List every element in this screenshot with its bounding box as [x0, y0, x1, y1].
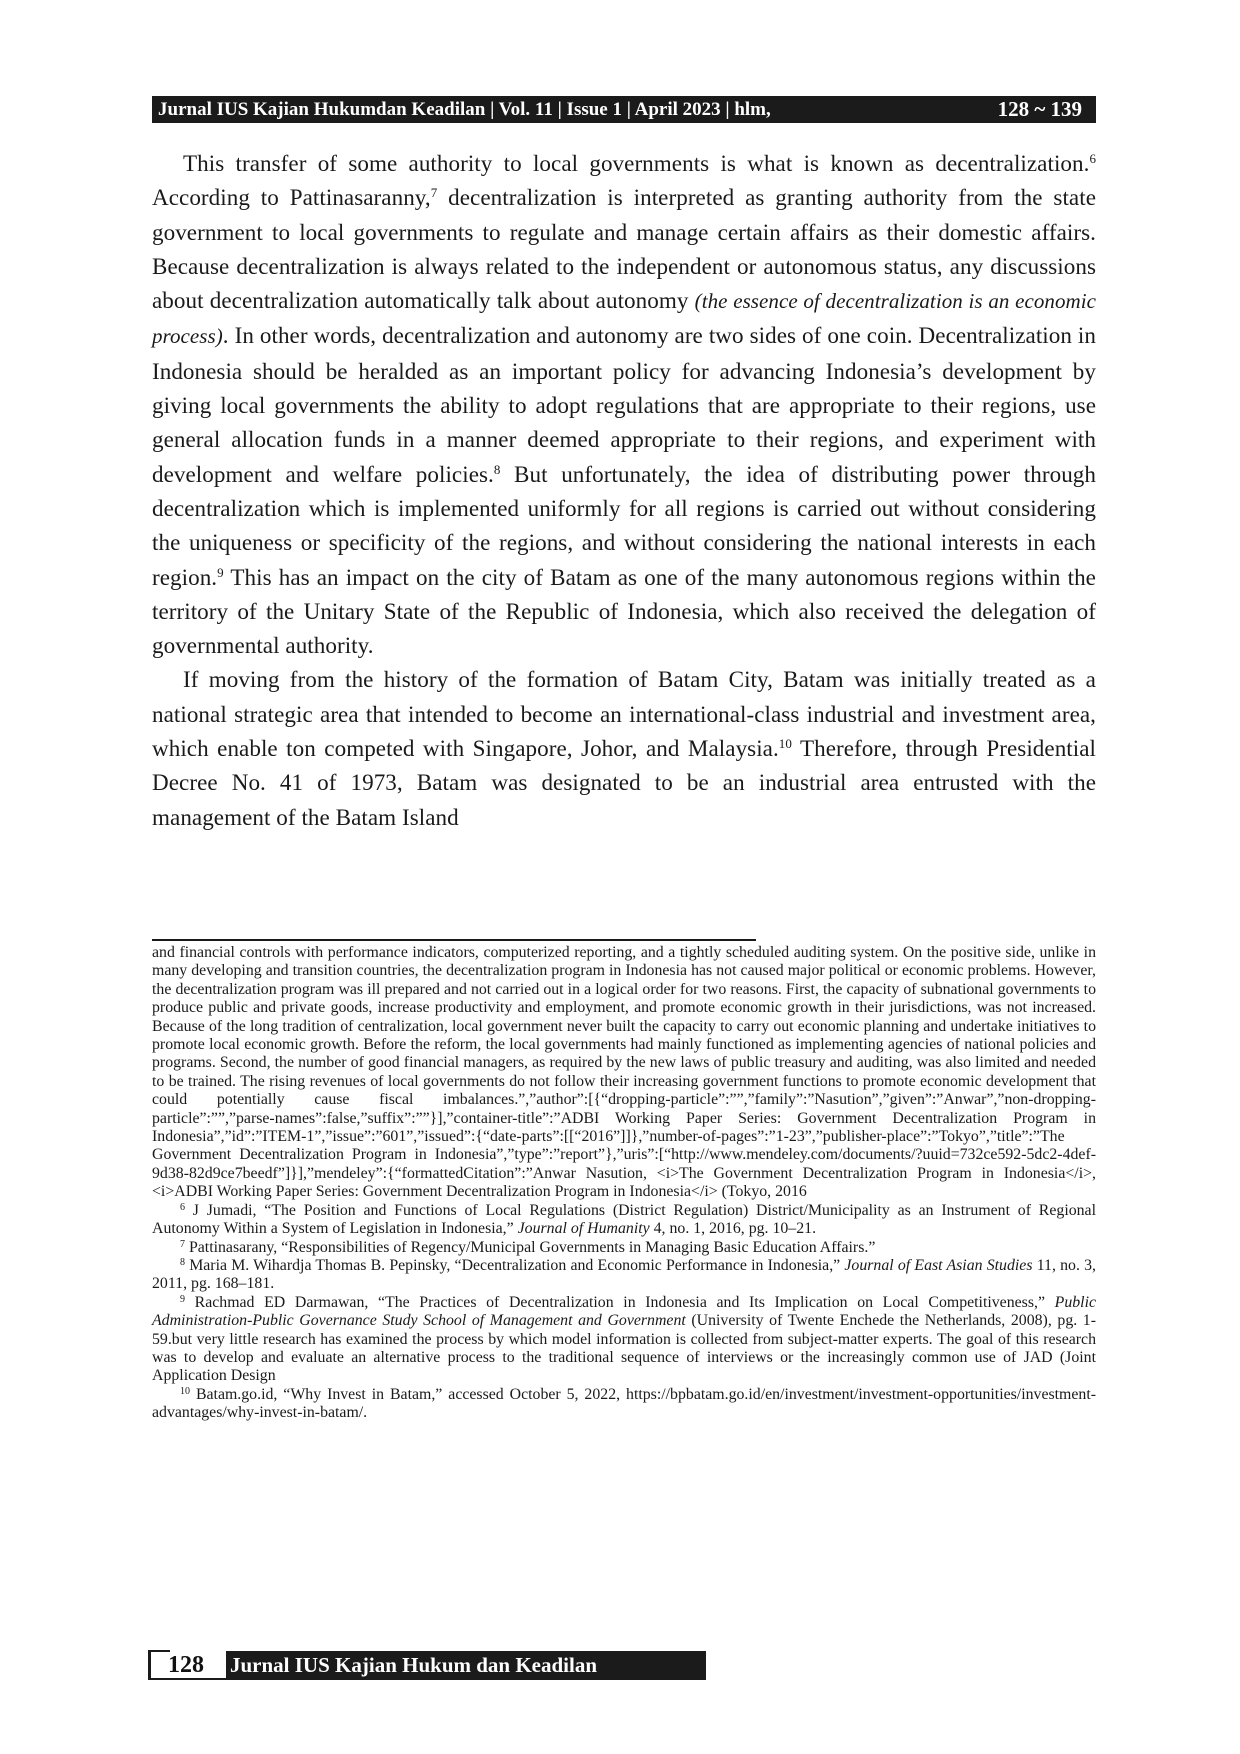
footnote-number: 8	[180, 1256, 185, 1268]
footnote-10	[152, 1386, 1096, 1423]
footnote-number: 10	[180, 1385, 190, 1397]
main-body-text	[152, 146, 1096, 834]
footnote-text: Maria M. Wihardja Thomas B. Pepinsky, “Decentralization and Economic Performance in Indonesia,”	[185, 1256, 845, 1274]
header-journal-info: Jurnal IUS Kajian Hukumdan Keadilan | Vol. 11 | Issue 1 | April 2023 | hlm,	[158, 98, 771, 120]
footnote-ref-8[interactable]: 8	[493, 461, 501, 477]
text-run: This transfer of some authority to local governments is what is known as decentralization.	[183, 150, 1090, 176]
footnote-ref-7[interactable]: 7	[430, 185, 438, 201]
footnote-text: (University of Twente Enchede the Netherlands, 2008), pg. 1-59.but very little research has examined the process by which model information is collected from subject-matter experts. The goal of this research was to develop and evaluate an alternative process to the traditional sequence of interviews or the increasingly common use of JAD (Joint Application Design	[152, 1312, 1096, 1385]
footnote-text: Rachmad ED Darmawan, “The Practices of Decentralization in Indonesia and Its Implication on Local Competitiveness,”	[185, 1293, 1055, 1311]
text-run: This has an impact on the city of Batam as one of the many autonomous regions within the territory of the Unitary State of the Republic of Indonesia, which also received the delegation of governmental authority.	[152, 563, 1096, 659]
paragraph-batam-history	[152, 662, 1096, 833]
text-run: decentralization is interpreted as granting authority from the state government to local governments to regulate and manage certain affairs as their domestic affairs. Because decentralization is always related to the independent or autonomous status, any discussions about decentralization automatically talk about autonomy	[152, 184, 1096, 314]
footnote-text: Pattinasarany, “Responsibilities of Regency/Municipal Governments in Managing Basic Education Affairs.”	[185, 1238, 876, 1256]
footnote-journal: Public Administration-Public Governance Study School of Management and Government	[152, 1293, 1096, 1330]
footnotes-section	[152, 944, 1096, 1423]
text-run: Therefore, through Presidential Decree No. 41 of 1973, Batam was designated to be an industrial area entrusted with the management of the Batam Island	[152, 735, 1096, 830]
footer-journal-title: Jurnal IUS Kajian Hukum dan Keadilan	[226, 1651, 706, 1680]
footnote-number: 6	[180, 1201, 185, 1213]
footnote-continued: and financial controls with performance indicators, computerized reporting, and a tightly scheduled auditing system. On the positive side, unlike in many developing and transition countries, the decentralization program in Indonesia has not caused major political or economic problems. However, the decentralization program was ill prepared and not carried out in a logical order for two reasons. First, the capacity of subnational governments to produce public and private goods, increase productivity and employment, and promote economic growth in their jurisdictions, was not increased. Because of the long tradition of centralization, local government never built the capacity to carry out economic planning and undertake initiatives to promote local economic growth. Before the reform, the local governments had mainly functioned as implementing agencies of national policies and programs. Second, the number of good financial managers, as required by the new laws of public treasury and auditing, was also limited and needed to be trained. The rising revenues of local governments do not follow their increasing government functions to promote economic development that could potentially cause fiscal imbalances.”,”author”:[{“dropping-particle”:””,”family”:”Nasution”,”given”:”Anwar”,”non-dropping-particle”:””,”parse-names”:false,”suffix”:””}],”container-title”:”ADBI Working Paper Series: Government Decentralization Program in Indonesia”,”id”:”ITEM-1”,”issue”:”601”,”issued”:{“date-parts”:[[“2016”]]},”number-of-pages”:”1-23”,”publisher-place”:”Tokyo”,”title”:”The Government Decentralization Program in Indonesia”,”type”:”report”},”uris”:[“http://www.mendeley.com/documents/?uuid=732ce592-5dc2-4def-9d38-82d9ce7beedf”]}],”mendeley”:{“formattedCitation”:”Anwar Nasution, <i>The Government Decentralization Program in Indonesia</i>, <i>ADBI Working Paper Series: Government Decentralization Program in Indonesia</i> (Tokyo, 2016	[152, 944, 1096, 1201]
footnote-journal: Journal of East Asian Studies	[844, 1256, 1033, 1274]
text-run: . In other words, decentralization and autonomy are two sides of one coin. Decentralization in Indonesia should be heralded as an important policy for advancing Indonesia’s development by giving local governments the ability to adopt regulations that are appropriate to their regions, use general allocation funds in a manner deemed appropriate to their regions, and experiment with development and welfare policies.	[152, 322, 1096, 487]
footer-bracket-decoration	[148, 1650, 170, 1680]
footnote-8	[152, 1257, 1096, 1294]
footnote-journal: Journal of Humanity	[517, 1220, 650, 1238]
footnote-ref-6[interactable]: 6	[1089, 151, 1096, 166]
footer-page-number: 128	[168, 1652, 230, 1680]
text-run: If moving from the history of the formation of Batam City, Batam was initially treated as a national strategic area that intended to become an international-class industrial and investment area, which enable ton competed with Singapore, Johor, and Malaysia.	[152, 666, 1096, 762]
paragraph-decentralization	[152, 146, 1096, 662]
footnote-7	[152, 1239, 1096, 1257]
header-page-range: 128 ~ 139	[997, 97, 1082, 121]
text-run: But unfortunately, the idea of distributing power through decentralization which is implemented uniformly for all regions is carried out without considering the uniqueness or specificity of the regions, and without considering the national interests in each region.	[152, 460, 1096, 590]
text-run: According to Pattinasaranny,	[152, 184, 431, 211]
footnote-text: Batam.go.id, “Why Invest in Batam,” accessed October 5, 2022, https://bpbatam.go.id/en/investment/investment-opportunities/investment-advantages/why-invest-in-batam/.	[152, 1385, 1096, 1422]
italic-phrase: (the essence of decentralization is an economic process)	[152, 289, 1096, 349]
footnote-text: 11, no. 3, 2011, pg. 168–181.	[152, 1256, 1096, 1293]
footnote-number: 9	[180, 1293, 185, 1305]
footnote-text: 4, no. 1, 2016, pg. 10–21.	[649, 1220, 817, 1238]
footnote-6	[152, 1202, 1096, 1239]
footnote-9	[152, 1294, 1096, 1386]
footnote-number: 7	[180, 1238, 185, 1250]
footnote-ref-10[interactable]: 10	[778, 736, 792, 752]
running-header	[152, 96, 1096, 123]
footnote-ref-9[interactable]: 9	[217, 564, 224, 580]
footnote-text: J Jumadi, “The Position and Functions of Local Regulations (District Regulation) District/Municipality as an Instrument of Regional Autonomy Within a System of Legislation in Indonesia,”	[152, 1201, 1096, 1238]
footnote-divider	[152, 939, 756, 941]
